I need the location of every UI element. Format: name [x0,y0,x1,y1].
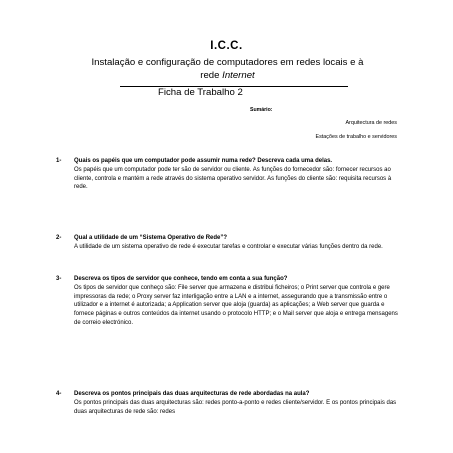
worksheet-title: Ficha de Trabalho 2 [158,87,243,98]
answer-text: Os pontos principais das duas arquitecturas são: redes ponto-a-ponto e redes cliente/servidor. E os pontos principais das duas arquitecturas de rede são: redes [74,399,397,415]
answer-text: Os papéis que um computador pode ter são de servidor ou cliente. As funções do fornecedor são: fornecer recursos ao cliente, controla e mantém a rede através do sistema operativo servidor. As funções do cliente são: requisita recursos à rede. [74,166,392,191]
subtitle-line-2-italic: Internet [222,70,255,81]
question-block-4 [56,390,400,416]
subtitle-line-2-prefix: rede [200,70,223,81]
question-text: Quais os papéis que um computador pode assumir numa rede? Descreva cada uma delas. [74,158,333,164]
summary-label: Sumário: [250,107,273,113]
question-block-3 [56,275,400,328]
summary-item: Estações de trabalho e servidores [315,134,397,140]
question-number: 1- [56,158,62,164]
question-number: 2- [56,235,62,241]
question-block-2 [56,234,400,252]
question-text: Qual a utilidade de um “Sistema Operativo de Rede”? [74,235,228,241]
question-text: Descreva os tipos de servidor que conhece, tendo em conta a sua função? [74,276,288,282]
question-number: 4- [56,391,62,397]
question-number: 3- [56,276,62,282]
question-block-1 [56,157,400,192]
question-text: Descreva os pontos principais das duas arquitecturas de rede abordadas na aula? [74,391,310,397]
document-title: I.C.C. [210,40,243,52]
answer-text: A utilidade de um sistema operativo de rede é executar tarefas e controlar e executar várias funções dentro da rede. [74,243,383,250]
answer-text: Os tipos de servidor que conheço são: File server que armazena e distribui ficheiros; o Print server que controla e gere impressoras da rede; o Proxy server faz interligação entre a LAN e a internet, assegurando que a transmissão entre o utilizador e a internet é autorizada; a Application server que aloja (guarda) as aplicações; a Web server que guarda e fornece páginas e outros conteúdos da internet usando o protocolo HTTP; e o Mail server que aloja e entrega mensagens de correio electrónico. [74,284,398,326]
summary-item: Arquitectura de redes [345,120,397,126]
subtitle-line-1: Instalação e configuração de computadores em redes locais e à [91,57,364,68]
document-subtitle [40,56,415,82]
